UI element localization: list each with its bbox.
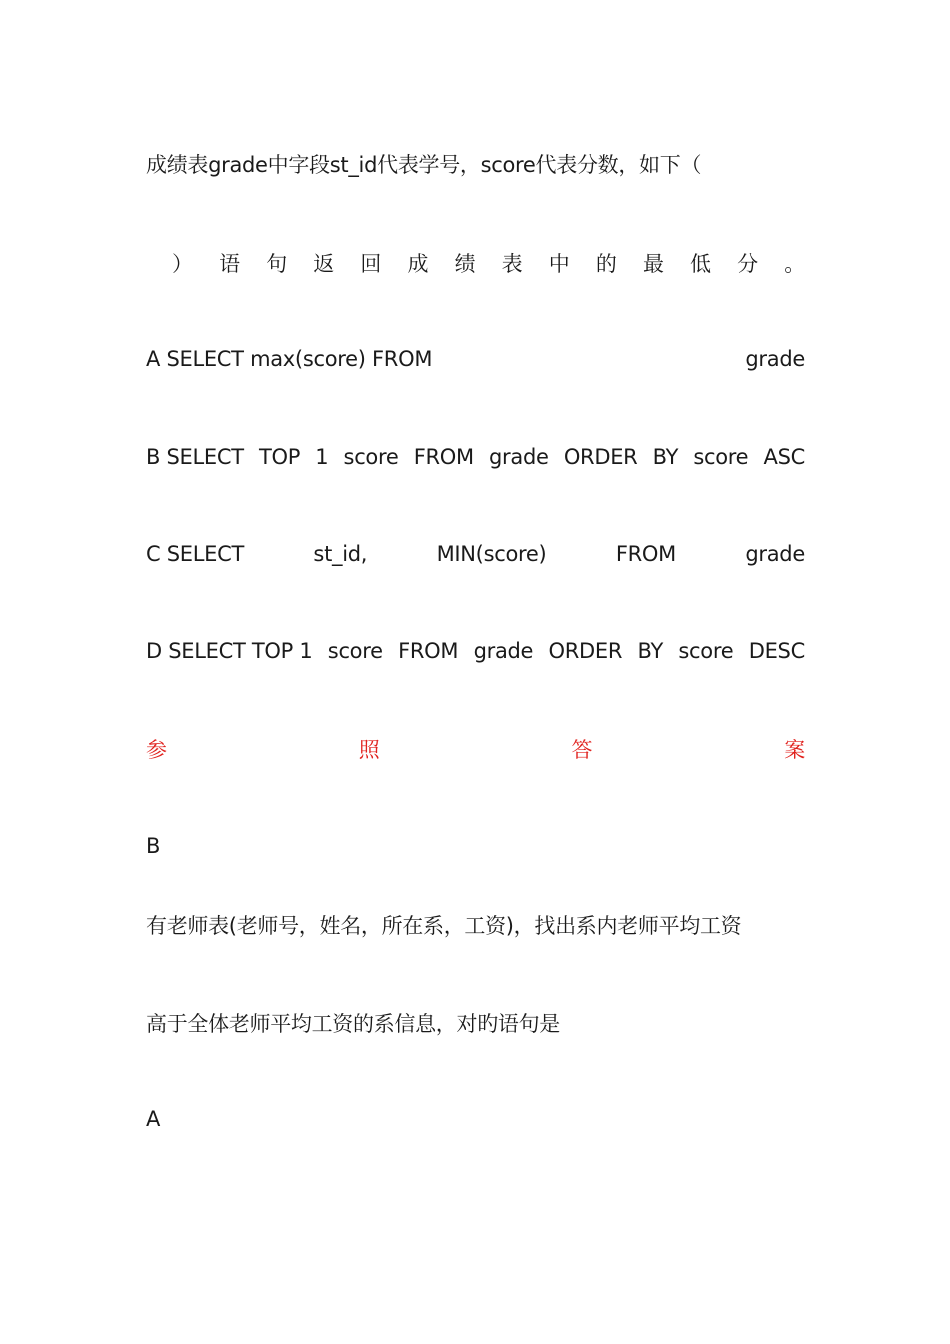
option-token: MIN(score) [436, 542, 547, 566]
q1-line2-char: ） [172, 252, 193, 276]
q1-line2-char: 绩 [454, 252, 476, 276]
question-2-text-line-2: 高于全体老师平均工资的系信息，对旳语句是 [146, 1012, 560, 1036]
option-token: B SELECT [146, 445, 244, 469]
option-token: ASC [763, 445, 805, 469]
option-token: grade [745, 347, 805, 371]
q1-line2-char: 成 [407, 252, 429, 276]
q1-line2-char: 分 [737, 252, 758, 276]
option-token: score [693, 445, 749, 469]
option-token: st_id, [313, 542, 368, 566]
option-token: FROM [398, 639, 459, 663]
q1-line2-char: 的 [595, 252, 617, 276]
answer-heading-char: 答 [571, 738, 593, 762]
option-token: score [327, 639, 383, 663]
question-1-option-a [146, 345, 805, 373]
option-token: score [678, 639, 734, 663]
question-2-text-line-1: 有老师表(老师号，姓名，所在系，工资)，找出系内老师平均工资 [146, 914, 742, 938]
option-token: 1 [315, 445, 329, 469]
question-1-text-line-2 [172, 250, 805, 278]
option-token: A SELECT max(score) FROM [146, 347, 433, 371]
option-token: BY [652, 445, 679, 469]
option-token: ORDER [548, 639, 623, 663]
question-1-option-b [146, 443, 805, 471]
q1-line2-char: 低 [690, 252, 711, 276]
answer-heading-char: 案 [784, 738, 805, 762]
option-token: TOP [258, 445, 301, 469]
question-1-option-d [146, 637, 805, 665]
q1-line2-char: 中 [548, 252, 570, 276]
option-token: D SELECT TOP 1 [146, 639, 313, 663]
option-token: C SELECT [146, 542, 244, 566]
q1-line2-char: 最 [642, 252, 664, 276]
option-token: grade [489, 445, 549, 469]
option-token: grade [745, 542, 805, 566]
option-token: FROM [413, 445, 474, 469]
option-token: BY [637, 639, 664, 663]
q1-line2-char: 语 [219, 252, 240, 276]
answer-heading-char: 参 [146, 738, 167, 762]
question-1-answer: B [146, 834, 161, 858]
q1-line2-char: 。 [784, 252, 805, 276]
question-1-text-line-1: 成绩表grade中字段st_id代表学号，score代表分数，如下（ [146, 153, 702, 177]
question-2-option-a: A [146, 1107, 161, 1131]
option-token: ORDER [563, 445, 638, 469]
q1-line2-char: 返 [313, 252, 334, 276]
q1-line2-char: 表 [501, 252, 523, 276]
option-token: score [343, 445, 399, 469]
q1-line2-char: 回 [360, 252, 382, 276]
q1-line2-char: 句 [266, 252, 287, 276]
question-1-answer-heading [146, 736, 805, 764]
option-token: grade [473, 639, 534, 663]
option-token: FROM [615, 542, 676, 566]
option-token: DESC [748, 639, 805, 663]
question-1-option-c [146, 540, 805, 568]
answer-heading-char: 照 [358, 738, 380, 762]
